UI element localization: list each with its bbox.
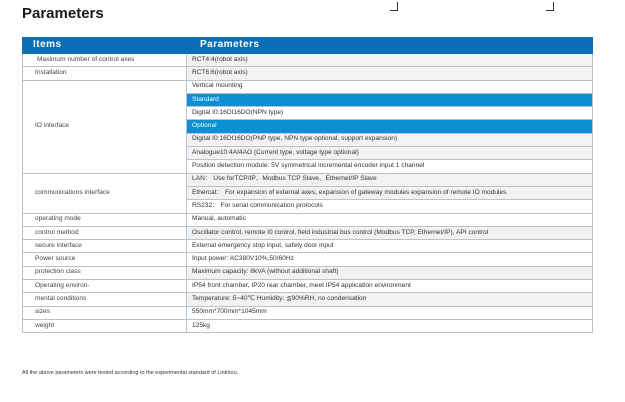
row-item: mental conditions: [23, 293, 187, 306]
row-value: Input power: AC380V10%,50/60Hz: [187, 253, 593, 266]
row-value: Manual, automatic: [187, 213, 593, 226]
table-row: [23, 280, 593, 293]
row-value: IP54 front chamber, IP20 rear chamber, meet IP54 application environment: [187, 280, 593, 293]
row-value: Analogue10:4AI4AO (Current type, voltage type optional): [187, 147, 593, 160]
row-value: Oscillator control, remote I0 control, field industrial bus control (Modbus TCP, Ethernet/IP), API control: [187, 226, 593, 239]
row-value: Ethercat： For expansion of external axes, expansion of gateway modules expansion of remote IO modules: [187, 186, 593, 199]
row-value: 550mm*700mm*1045mm: [187, 306, 593, 319]
row-value-highlight: Standard: [187, 93, 593, 106]
row-item: protection class: [23, 266, 187, 279]
table-header-row: [23, 38, 593, 54]
row-value: RCT4:4(robot axis): [187, 54, 593, 67]
table-row: [23, 226, 593, 239]
header-items: Items: [23, 38, 187, 54]
table-row: [23, 266, 593, 279]
top-divider-mark: [546, 2, 554, 11]
row-value: Vertical mounting: [187, 80, 593, 93]
row-value: Maximum capacity: 8kVA (without additional shaft): [187, 266, 593, 279]
row-item: communications interface: [23, 173, 187, 213]
row-value: Temperature: 5~40℃ Humidity: ≦90%RH, no condensation: [187, 293, 593, 306]
table-row: [23, 240, 593, 253]
row-value: RCT6:6(robot axis): [187, 67, 593, 80]
row-value: 125kg: [187, 319, 593, 332]
row-item: Maximum number of control axes: [23, 54, 187, 67]
row-item: Operating environ-: [23, 280, 187, 293]
top-divider-mark: [390, 2, 398, 11]
row-value: Digital I0:16DI16DO(PNP type, NPN type optional, support expansion): [187, 133, 593, 146]
row-item: Power source: [23, 253, 187, 266]
parameters-table: [22, 37, 593, 333]
row-item: secure interface: [23, 240, 187, 253]
page-title: Parameters: [22, 5, 104, 22]
row-value: Position detection module: 5V symmetrical incremental encoder input 1 channel: [187, 160, 593, 173]
footnote: All the above parameters were tested according to the experimental standard of Linkhou.: [22, 370, 239, 376]
table-row: [23, 319, 593, 332]
table-row: [23, 213, 593, 226]
row-value: RS232： For serial communication protocols: [187, 200, 593, 213]
row-item: operating mode: [23, 213, 187, 226]
row-value-highlight: Optional: [187, 120, 593, 133]
table-row: [23, 293, 593, 306]
table-row: [23, 253, 593, 266]
row-value: LAN： Use forTCP/IP、Modbus TCP Slave、Ethernet/IP Slave: [187, 173, 593, 186]
table-row: [23, 173, 593, 186]
table-row: [23, 306, 593, 319]
table-row: [23, 54, 593, 67]
row-value: Digital I0:16DI16DO(NPN type): [187, 107, 593, 120]
row-value: External emergency stop input, safety door input: [187, 240, 593, 253]
table-row: [23, 80, 593, 93]
header-parameters: Parameters: [187, 38, 593, 54]
row-item: control method: [23, 226, 187, 239]
row-item: IO interface: [23, 80, 187, 173]
table-row: [23, 67, 593, 80]
row-item: weight: [23, 319, 187, 332]
row-item: Installation: [23, 67, 187, 80]
row-item: sizes: [23, 306, 187, 319]
